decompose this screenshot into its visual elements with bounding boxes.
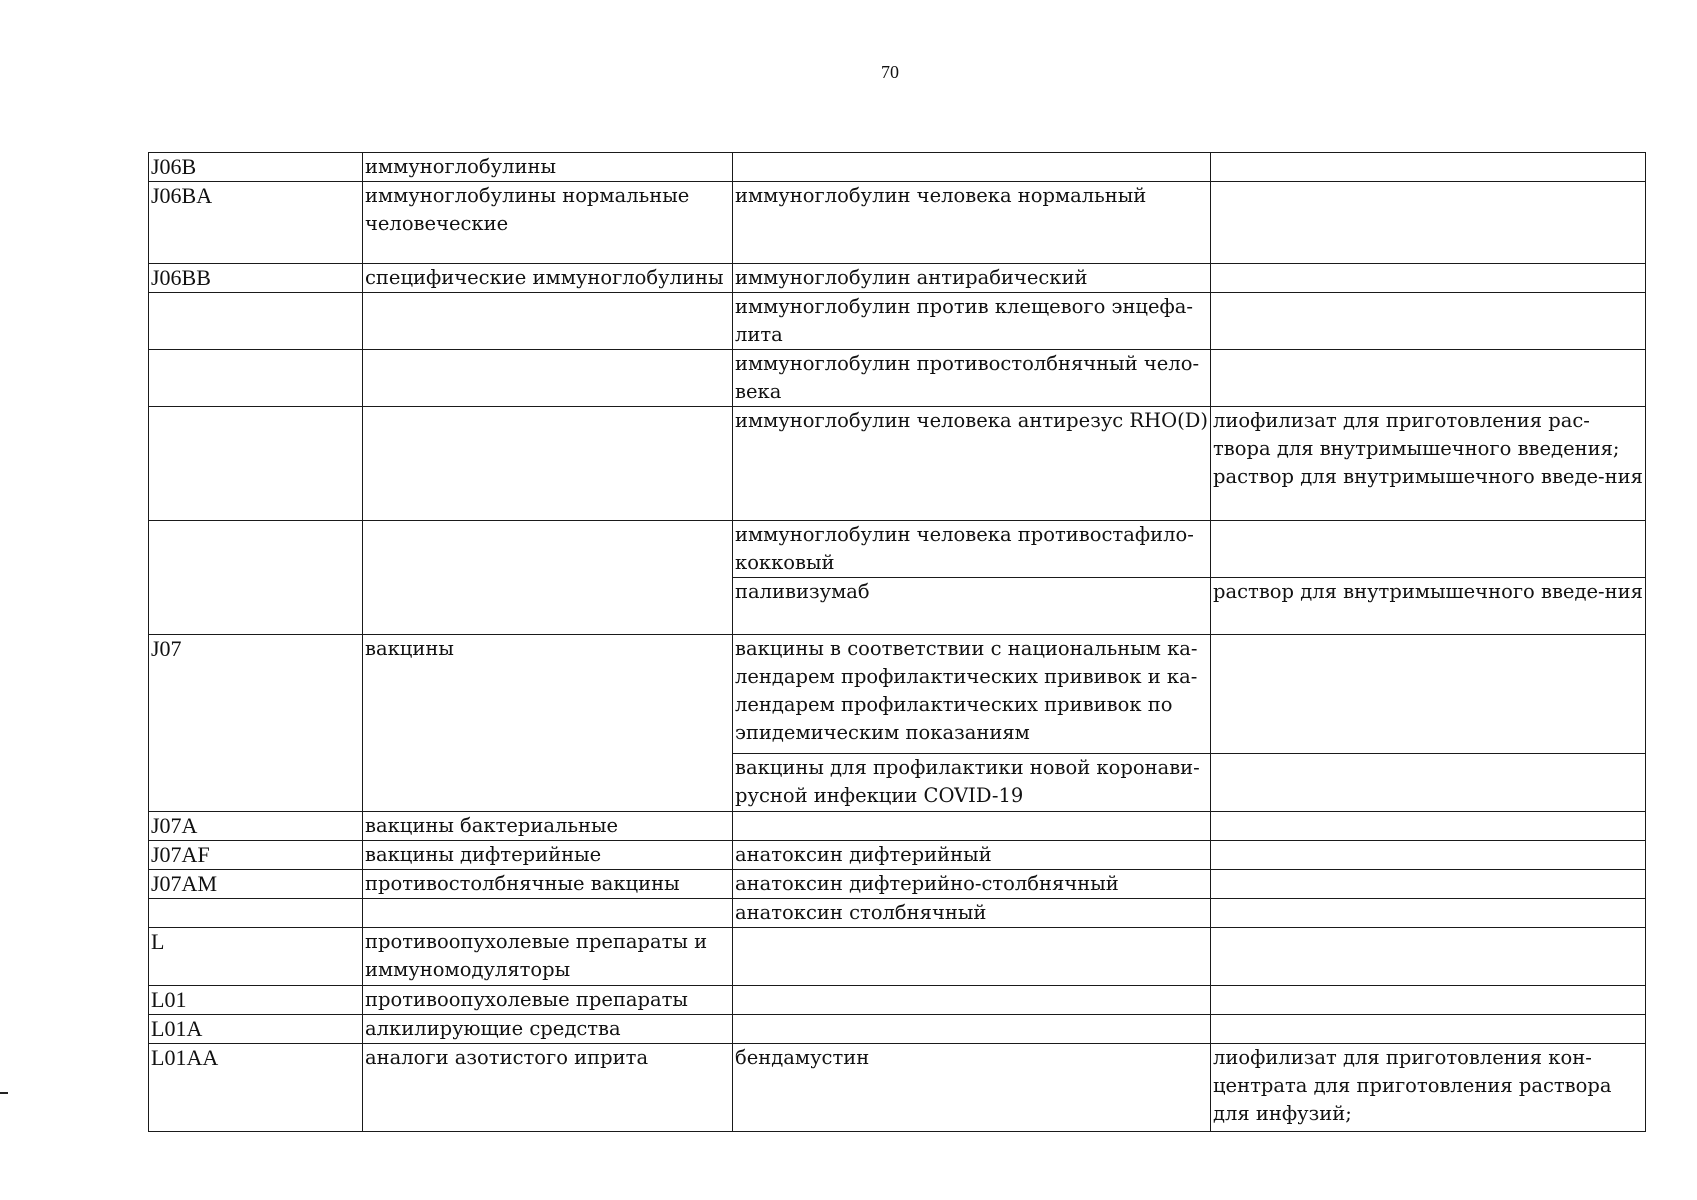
atc-code-cell [149, 407, 363, 521]
drug-cell: вакцины для профилактики новой коронави-русной инфекции COVID-19 [733, 754, 1211, 812]
form-cell: лиофилизат для приготовления рас-твора для внутримышечного введения; раствор для внутримышечного введе-ния [1211, 407, 1646, 521]
drug-cell: бендамустин [733, 1044, 1211, 1132]
form-cell [1211, 635, 1646, 754]
drug-cell: анатоксин дифтерийно-столбнячный [733, 870, 1211, 899]
table-row [149, 1044, 1646, 1132]
table-row [149, 350, 1646, 407]
form-cell [1211, 293, 1646, 350]
atc-code-cell: J07 [149, 635, 363, 812]
form-cell [1211, 986, 1646, 1015]
form-cell [1211, 1015, 1646, 1044]
group-cell: вакцины [363, 635, 733, 812]
margin-mark [0, 1092, 8, 1094]
group-cell [363, 350, 733, 407]
form-cell [1211, 841, 1646, 870]
group-cell: алкилирующие средства [363, 1015, 733, 1044]
atc-code-cell [149, 350, 363, 407]
drug-cell: иммуноглобулин против клещевого энцефа-лита [733, 293, 1211, 350]
atc-code-cell [149, 293, 363, 350]
table-row [149, 153, 1646, 182]
form-cell [1211, 754, 1646, 812]
drug-cell: иммуноглобулин противостолбнячный чело-века [733, 350, 1211, 407]
form-cell [1211, 182, 1646, 264]
form-cell [1211, 521, 1646, 578]
group-cell [363, 899, 733, 928]
table-row [149, 928, 1646, 986]
group-cell: иммуноглобулины нормальные человеческие [363, 182, 733, 264]
group-cell: противоопухолевые препараты и иммуномодуляторы [363, 928, 733, 986]
form-cell [1211, 899, 1646, 928]
atc-code-cell [149, 899, 363, 928]
drug-cell [733, 928, 1211, 986]
table-row [149, 899, 1646, 928]
page-number: 70 [881, 62, 899, 82]
drug-cell: иммуноглобулин человека нормальный [733, 182, 1211, 264]
group-cell: противостолбнячные вакцины [363, 870, 733, 899]
form-cell [1211, 350, 1646, 407]
group-cell [363, 293, 733, 350]
form-cell [1211, 264, 1646, 293]
drug-cell [733, 1015, 1211, 1044]
table-row [149, 635, 1646, 754]
atc-code-cell: L [149, 928, 363, 986]
drug-cell [733, 986, 1211, 1015]
table-row [149, 986, 1646, 1015]
form-cell: лиофилизат для приготовления кон-центрата для приготовления раствора для инфузий; [1211, 1044, 1646, 1132]
table-row [149, 182, 1646, 264]
form-cell [1211, 928, 1646, 986]
table-row [149, 812, 1646, 841]
drug-table [148, 152, 1646, 1132]
drug-cell: вакцины в соответствии с национальным ка-лендарем профилактических прививок и ка-лендарем профилактических прививок по эпидемическим показаниям [733, 635, 1211, 754]
atc-code-cell: J07A [149, 812, 363, 841]
atc-code-cell: J06BB [149, 264, 363, 293]
table-row [149, 841, 1646, 870]
table-row [149, 407, 1646, 521]
atc-code-cell: J07AM [149, 870, 363, 899]
atc-code-cell: J06B [149, 153, 363, 182]
group-cell: вакцины дифтерийные [363, 841, 733, 870]
form-cell [1211, 153, 1646, 182]
group-cell: иммуноглобулины [363, 153, 733, 182]
drug-cell: анатоксин столбнячный [733, 899, 1211, 928]
atc-code-cell: L01AA [149, 1044, 363, 1132]
table-row [149, 521, 1646, 578]
atc-code-cell: L01 [149, 986, 363, 1015]
table-row [149, 870, 1646, 899]
form-cell [1211, 870, 1646, 899]
drug-cell: анатоксин дифтерийный [733, 841, 1211, 870]
form-cell [1211, 812, 1646, 841]
atc-code-cell: J07AF [149, 841, 363, 870]
group-cell [363, 521, 733, 635]
group-cell [363, 407, 733, 521]
table-row [149, 1015, 1646, 1044]
drug-cell: паливизумаб [733, 578, 1211, 635]
group-cell: вакцины бактериальные [363, 812, 733, 841]
atc-code-cell: J06BA [149, 182, 363, 264]
form-cell: раствор для внутримышечного введе-ния [1211, 578, 1646, 635]
drug-cell: иммуноглобулин человека противостафило-кокковый [733, 521, 1211, 578]
group-cell: аналоги азотистого иприта [363, 1044, 733, 1132]
table-row [149, 293, 1646, 350]
group-cell: специфические иммуноглобулины [363, 264, 733, 293]
table-row [149, 264, 1646, 293]
drug-cell [733, 812, 1211, 841]
drug-cell: иммуноглобулин человека антирезус RHO(D) [733, 407, 1211, 521]
atc-code-cell [149, 521, 363, 635]
drug-cell [733, 153, 1211, 182]
group-cell: противоопухолевые препараты [363, 986, 733, 1015]
atc-code-cell: L01A [149, 1015, 363, 1044]
drug-cell: иммуноглобулин антирабический [733, 264, 1211, 293]
